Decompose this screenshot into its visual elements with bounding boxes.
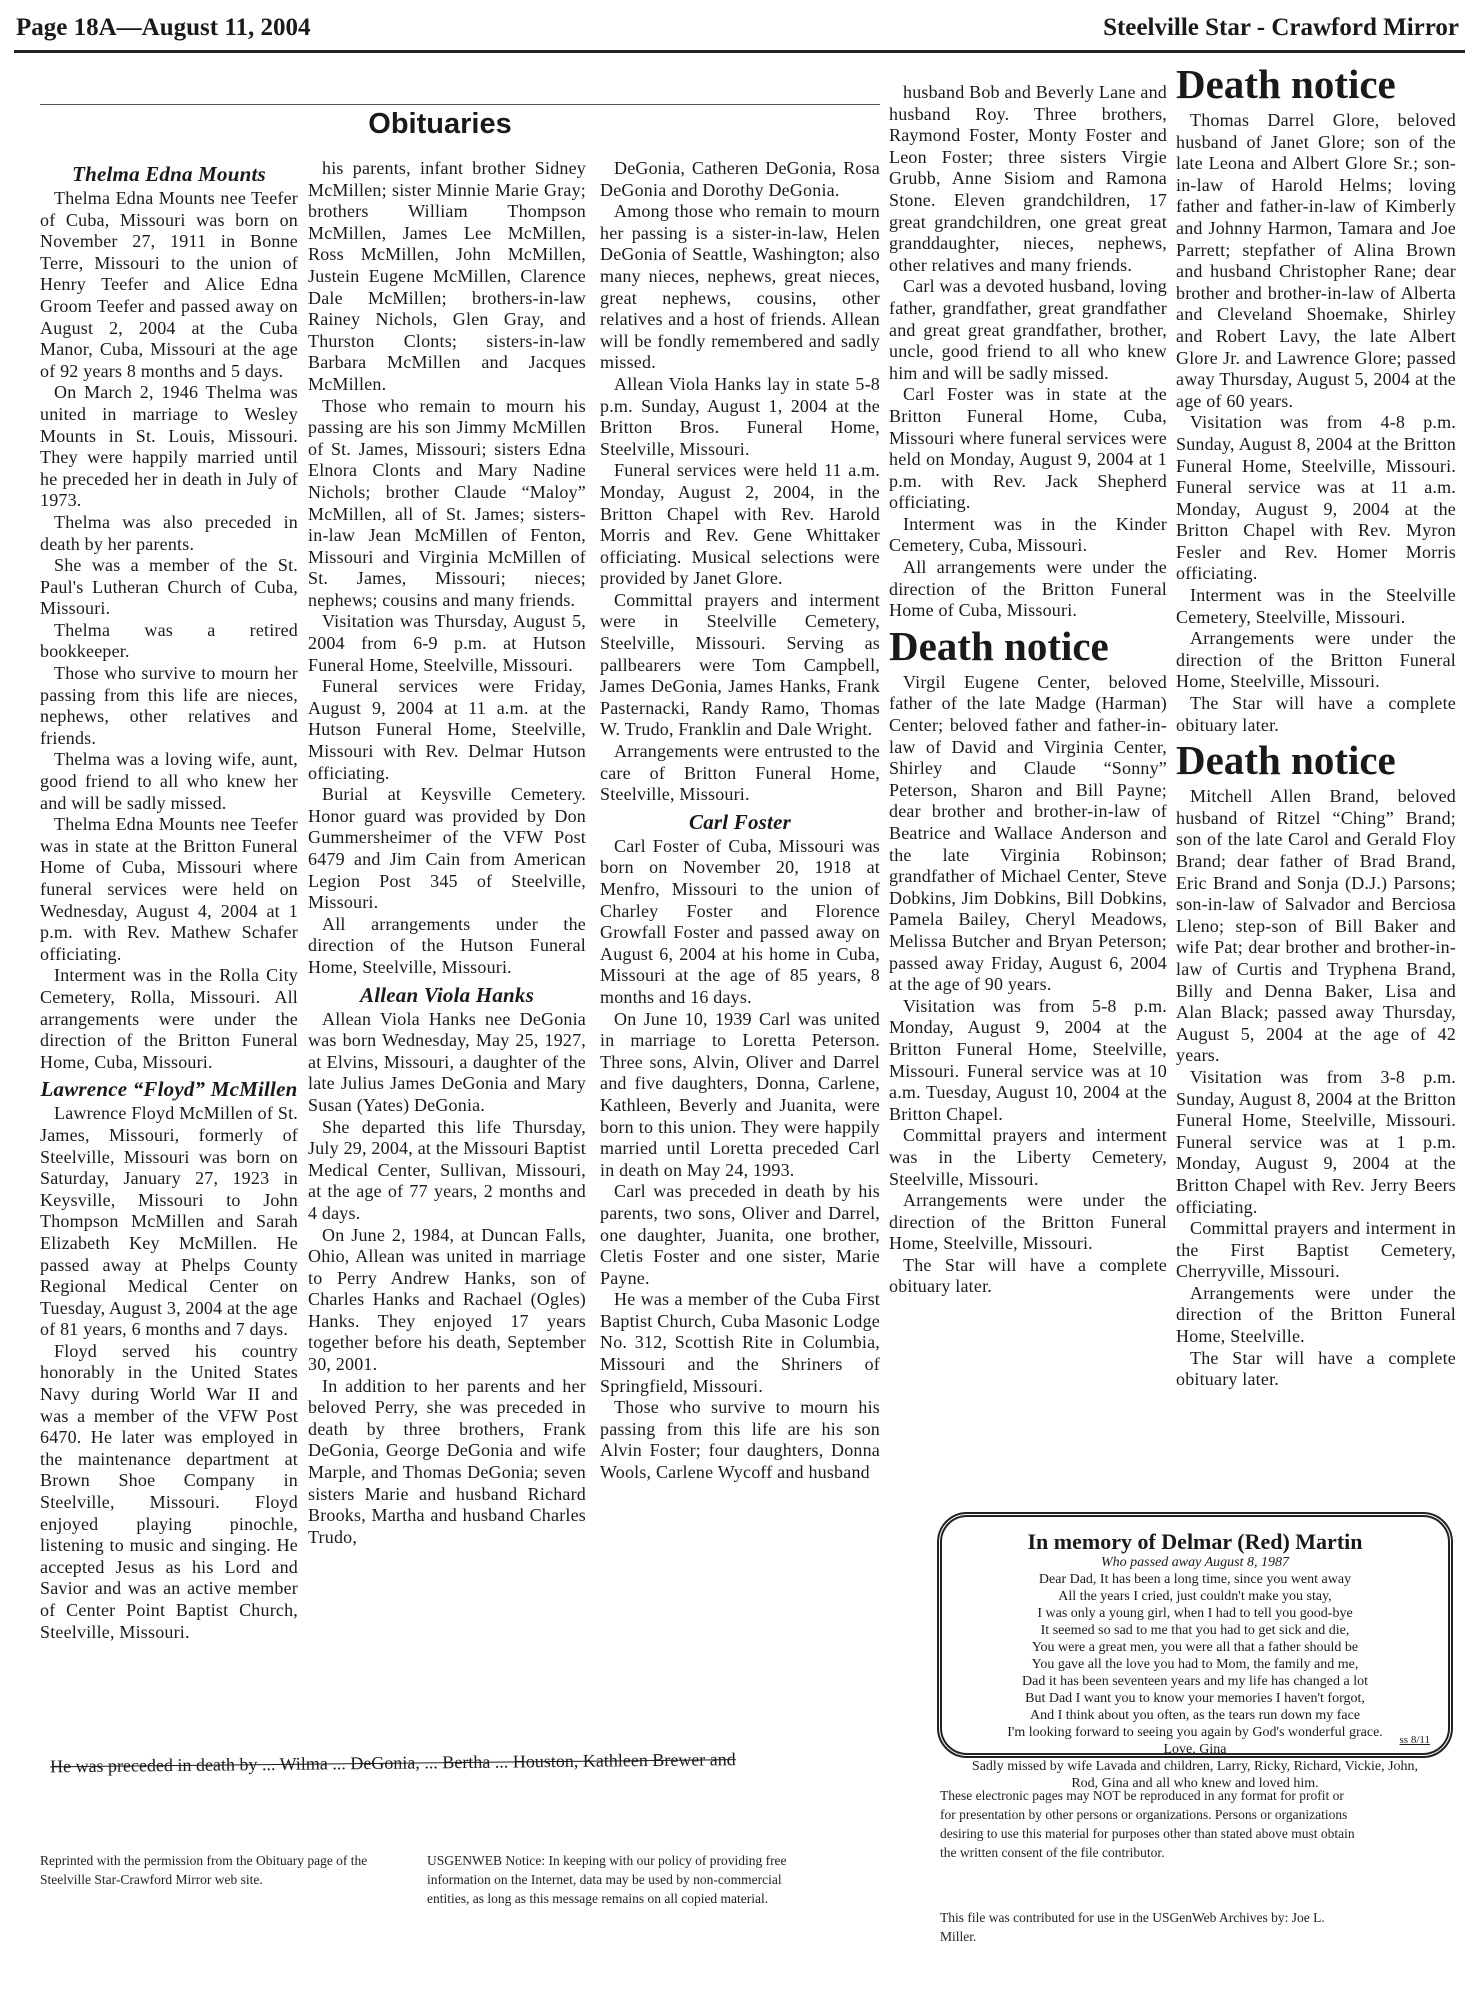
obituary-paragraph: She was a member of the St. Paul's Lutheran Church of Cuba, Missouri.: [40, 555, 298, 619]
memorial-line: It seemed so sad to me that you had to get sick and die,: [1040, 1623, 1350, 1638]
obituary-paragraph: Those who survive to mourn his passing from this life are his son Alvin Foster; four daughters, Donna Wools, Carlene Wycoff and husband: [600, 1397, 880, 1483]
death-notice-heading: Death notice: [889, 622, 1109, 669]
obituary-paragraph: Interment was in the Rolla City Cemetery, Rolla, Missouri. All arrangements were under the direction of the Britton Funeral Home, Cuba, Missouri.: [40, 965, 298, 1072]
obituary-paragraph: Those who remain to mourn his passing are his son Jimmy McMillen of St. James, Missouri; sisters Edna Elnora Clonts and Mary Nadine Nichols; brother Claude “Maloy” McMillen, all of St. James; sisters-in-law Jean McMillen of Fenton, Missouri and Virginia McMillen of St. James, Missouri; nieces; nephews; cousins and many friends.: [308, 395, 586, 610]
obituary-paragraph: He was a member of the Cuba First Baptist Church, Cuba Masonic Lodge No. 312, Scottish Rite in Columbia, Missouri and the Shriners of Springfield, Missouri.: [600, 1289, 880, 1396]
obituary-paragraph: Carl was a devoted husband, loving father, grandfather, great grandfather and great great grandfather, brother, uncle, good friend to all who knew him and will be sadly missed.: [889, 276, 1167, 383]
obituary-paragraph: Carl Foster of Cuba, Missouri was born on November 20, 1918 at Menfro, Missouri to the union of Charley Foster and Florence Growfall Foster and passed away on August 6, 2004 at his home in Cuba, Missouri at the age of 85 years, 8 months and 16 days.: [600, 835, 880, 1007]
obituary-paragraph: Visitation was from 4-8 p.m. Sunday, August 8, 2004 at the Britton Funeral Home, Steelville, Missouri. Funeral service was at 11 a.m. Monday, August 9, 2004 at the Britton Chapel with Rev. Myron Fesler and Rev. Homer Morris officiating.: [1176, 412, 1456, 584]
obituary-paragraph: Burial at Keysville Cemetery. Honor guard was provided by Don Gummersheimer of the VFW Post 6479 and Jim Cain from American Legion Post 345 of Steelville, Missouri.: [308, 784, 586, 913]
section-rule: [40, 104, 880, 105]
pasteup-strip: He was preceded in death by ... Wilma ... DeGonia, ... Bertha ... Houston, Kathleen Brewer and: [49, 1749, 736, 1777]
usgenweb-notice: USGENWEB Notice: In keeping with our policy of providing free information on the Internet, data may be used by non-commercial entities, as long as this message remains on all copied material.: [427, 1853, 787, 1906]
obituary-paragraph: husband Bob and Beverly Lane and husband Roy. Three brothers, Raymond Foster, Monty Foster and Leon Foster; three sisters Virgie Grubb, Anne Sisiom and Ramona Stone. Eleven grandchildren, 17 great grandchildren, one great great granddaughter, nieces, nephews, other relatives and many friends.: [889, 82, 1167, 275]
memorial-line: Dear Dad, It has been a long time, since you went away: [1038, 1572, 1352, 1587]
obituary-name-heading: Lawrence “Floyd” McMillen: [40, 1077, 298, 1102]
obituary-paragraph: Visitation was from 3-8 p.m. Sunday, August 8, 2004 at the Britton Funeral Home, Steelville, Missouri. Funeral service was at 1 p.m. Monday, August 9, 2004 at the Britton Chapel with Rev. Jerry Beers officiating.: [1176, 1066, 1456, 1217]
memorial-box: [937, 1512, 1453, 1791]
column-2: [308, 158, 586, 1548]
memorial-line: You gave all the love you had to Mom, the family and me,: [1031, 1657, 1359, 1672]
obituary-paragraph: Arrangements were under the direction of the Britton Funeral Home, Steelville.: [1176, 1282, 1456, 1347]
column-1: [40, 158, 298, 1643]
memorial-line: Dad it has been seventeen years and my life has changed a lot: [1022, 1674, 1368, 1689]
obituary-paragraph: Committal prayers and interment were in Steelville Cemetery, Steelville, Missouri. Serving as pallbearers were Tom Campbell, James DeGonia, James Hanks, Frank Pasternacki, Randy Ramo, Thomas W. Trudo, Franklin and Dale Wright.: [600, 589, 880, 740]
obituary-paragraph: On June 10, 1939 Carl was united in marriage to Loretta Peterson. Three sons, Alvin, Oliver and Darrel and five daughters, Donna, Carlene, Kathleen, Beverly and Juanita, were born to this union. They were happily married until Loretta preceded Carl in death on May 24, 1993.: [600, 1008, 880, 1180]
memorial-line: Rod, Gina and all who knew and loved him.: [1071, 1776, 1319, 1791]
obituary-paragraph: Thelma was a retired bookkeeper.: [40, 619, 298, 662]
obituary-paragraph: Arrangements were entrusted to the care of Britton Funeral Home, Steelville, Missouri.: [600, 741, 880, 805]
death-notice-heading: Death notice: [1176, 61, 1396, 107]
obituary-paragraph: Thelma was also preceded in death by her parents.: [40, 511, 298, 554]
page-date-header: Page 18A—August 11, 2004: [16, 14, 311, 41]
masthead: Steelville Star - Crawford Mirror: [1103, 14, 1459, 41]
obituary-paragraph: In addition to her parents and her beloved Perry, she was preceded in death by three brothers, Frank DeGonia, George DeGonia and wife Marple, and Thomas DeGonia; seven sisters Marie and husband Richard Brooks, Martha and husband Charles Trudo,: [308, 1375, 586, 1547]
memorial-line: You were a great men, you were all that a father should be: [1031, 1640, 1359, 1655]
obituary-paragraph: his parents, infant brother Sidney McMillen; sister Minnie Marie Gray; brothers William Thompson McMillen, James Lee McMillen, Ross McMillen, John McMillen, Justein Eugene McMillen, Clarence Dale McMillen; brothers-in-law Rainey Nichols, Glen Gray, and Thurston Clonts; sisters-in-law Barbara McMillen and Jacques McMillen.: [308, 158, 586, 394]
obituary-name-heading: Carl Foster: [689, 809, 791, 834]
obituary-name-heading: Thelma Edna Mounts: [72, 162, 266, 186]
obituary-paragraph: The Star will have a complete obituary later.: [1176, 1347, 1456, 1390]
obituary-paragraph: Carl Foster was in state at the Britton Funeral Home, Cuba, Missouri where funeral services were held on Monday, August 9, 2004 at 1 p.m. with Rev. Jack Shepherd officiating.: [889, 384, 1167, 513]
memorial-line: But Dad I want you to know your memories I haven't forgot,: [1025, 1691, 1365, 1706]
memorial-line: I'm looking forward to seeing you again by God's wonderful grace.: [1007, 1725, 1383, 1740]
obituary-paragraph: All arrangements under the direction of the Hutson Funeral Home, Steelville, Missouri.: [308, 913, 586, 977]
section-title: Obituaries: [368, 108, 512, 140]
memorial-line: I was only a young girl, when I had to tell you good-bye: [1037, 1606, 1353, 1621]
memorial-title: In memory of Delmar (Red) Martin: [1027, 1529, 1363, 1554]
obituary-paragraph: Interment was in the Steelville Cemetery, Steelville, Missouri.: [1176, 585, 1456, 627]
copyright-notice: These electronic pages may NOT be reproduced in any format for profit or for presentation by other persons or organizations. Persons or organizations desiring to use this material for purposes other than stated above must obtain the written consent of the file contributor.: [940, 1788, 1355, 1860]
column-4: [889, 82, 1167, 1298]
obituary-paragraph: Carl was preceded in death by his parents, two sons, Oliver and Darrel, one daughter, Juanita, one brother, Cletis Foster and one sister, Marie Payne.: [600, 1181, 880, 1288]
obituary-paragraph: DeGonia, Catheren DeGonia, Rosa DeGonia and Dorothy DeGonia.: [600, 158, 880, 200]
obituary-name-heading: Allean Viola Hanks: [360, 982, 534, 1007]
memorial-line: Sadly missed by wife Lavada and children, Larry, Ricky, Richard, Vickie, John,: [971, 1759, 1419, 1774]
column-5: [1176, 60, 1456, 1391]
contributor-note: This file was contributed for use in the USGenWeb Archives by: Joe L. Miller.: [940, 1910, 1325, 1944]
obituary-paragraph: Lawrence Floyd McMillen of St. James, Missouri, formerly of Steelville, Missouri was born on Saturday, January 27, 1923 in Keysville, Missouri to John Thompson McMillen and Sarah Elizabeth Key McMillen. He passed away at Phelps County Regional Medical Center on Tuesday, August 3, 2004 at the age of 81 years, 6 months and 7 days.: [40, 1103, 298, 1340]
column-3: [600, 158, 880, 1484]
obituary-paragraph: On March 2, 1946 Thelma was united in marriage to Wesley Mounts in St. Louis, Missouri. They were happily married until he preceded her in death in July of 1973.: [40, 382, 298, 511]
memorial-line: And I think about you often, as the tears run down my face: [1029, 1708, 1361, 1723]
obituary-paragraph: Mitchell Allen Brand, beloved husband of Ritzel “Ching” Brand; son of the late Carol and Gerald Floy Brand; dear father of Brad Brand, Eric Brand and Sonja (D.J.) Parsons; son-in-law of Salvador and Berciosa Lleno; step-son of Bill Baker and wife Pat; dear brother and brother-in-law of Curtis and Tryphena Brand, Billy and Denna Baker, Lisa and Alan Black; passed away Thursday, August 5, 2004 at the age of 42 years.: [1176, 786, 1456, 1066]
obituary-paragraph: All arrangements were under the direction of the Britton Funeral Home of Cuba, Missouri.: [889, 557, 1167, 621]
obituary-paragraph: Funeral services were held 11 a.m. Monday, August 2, 2004, in the Britton Chapel with Rev. Harold Morris and Rev. Gene Whittaker officiating. Musical selections were provided by Janet Glore.: [600, 460, 880, 589]
death-notice-heading: Death notice: [1176, 737, 1396, 784]
obituary-paragraph: Interment was in the Kinder Cemetery, Cuba, Missouri.: [889, 513, 1167, 556]
obituary-paragraph: Committal prayers and interment in the First Baptist Cemetery, Cherryville, Missouri.: [1176, 1218, 1456, 1282]
header-rule: [14, 50, 1465, 53]
obituary-paragraph: Visitation was Thursday, August 5, 2004 from 6-9 p.m. at Hutson Funeral Home, Steelville, Missouri.: [308, 611, 586, 675]
memorial-poem: [942, 1571, 1448, 1792]
obituary-paragraph: Virgil Eugene Center, beloved father of the late Madge (Harman) Center; beloved father and father-in-law of David and Virginia Center, Shirley and Claude “Sonny” Peterson, Sharon and Bill Payne; dear brother and brother-in-law of Beatrice and Wallace Anderson and the late Virginia Robinson; grandfather of Michael Center, Steve Dobkins, Jim Dobkins, Bill Dobkins, Pamela Bailey, Cheryl Meadows, Melissa Butcher and Bryan Peterson; passed away Friday, August 6, 2004 at the age of 90 years.: [889, 671, 1167, 995]
reprint-note: Reprinted with the permission from the Obituary page of the Steelville Star-Crawford Mirror web site.: [40, 1853, 368, 1887]
obituary-paragraph: Committal prayers and interment was in the Liberty Cemetery, Steelville, Missouri.: [889, 1125, 1167, 1189]
obituary-paragraph: Visitation was from 5-8 p.m. Monday, August 9, 2004 at the Britton Funeral Home, Steelville, Missouri. Funeral service was at 10 a.m. Tuesday, August 10, 2004 at the Britton Chapel.: [889, 995, 1167, 1124]
obituary-paragraph: The Star will have a complete obituary later.: [889, 1254, 1167, 1297]
obituary-paragraph: Allean Viola Hanks nee DeGonia was born Wednesday, May 25, 1927, at Elvins, Missouri, a daughter of the late Julius James DeGonia and Mary Susan (Yates) DeGonia.: [308, 1008, 586, 1115]
obituary-paragraph: Funeral services were Friday, August 9, 2004 at 11 a.m. at the Hutson Funeral Home, Steelville, Missouri with Rev. Delmar Hutson officiating.: [308, 676, 586, 783]
obituary-paragraph: Floyd served his country honorably in the United States Navy during World War II and was a member of the VFW Post 6470. He later was employed in the maintenance department at Brown Shoe Company in Steelville, Missouri. Floyd enjoyed playing pinochle, listening to music and singing. He accepted Jesus as his Lord and Savior and was an active member of Center Point Baptist Church, Steelville, Missouri.: [40, 1340, 298, 1642]
obituary-paragraph: Thelma Edna Mounts nee Teefer of Cuba, Missouri was born on November 27, 1911 in Bonne Terre, Missouri to the union of Henry Teefer and Alice Edna Groom Teefer and passed away on August 2, 2004 at the Cuba Manor, Cuba, Missouri at the age of 92 years 8 months and 5 days.: [40, 188, 298, 381]
obituary-paragraph: She departed this life Thursday, July 29, 2004, at the Missouri Baptist Medical Center, Sullivan, Missouri, at the age of 77 years, 2 months and 4 days.: [308, 1116, 586, 1223]
obituary-paragraph: Among those who remain to mourn her passing is a sister-in-law, Helen DeGonia of Seattle, Washington; also many nieces, nephews, great nieces, great nephews, cousins, other relatives and a host of friends. Allean will be fondly remembered and sadly missed.: [600, 201, 880, 373]
obituary-paragraph: On June 2, 1984, at Duncan Falls, Ohio, Allean was united in marriage to Perry Andrew Hanks, son of Charles Hanks and Rachael (Ogles) Hanks. They enjoyed 17 years together before his death, September 30, 2001.: [308, 1224, 586, 1375]
memorial-subtitle: Who passed away August 8, 1987: [1101, 1555, 1289, 1570]
obituary-paragraph: Allean Viola Hanks lay in state 5-8 p.m. Sunday, August 1, 2004 at the Britton Bros. Funeral Home, Steelville, Missouri.: [600, 373, 880, 459]
obituary-paragraph: Thelma was a loving wife, aunt, good friend to all who knew her and will be sadly missed.: [40, 749, 298, 813]
obituary-paragraph: Thelma Edna Mounts nee Teefer was in state at the Britton Funeral Home of Cuba, Missouri where funeral services were held on Wednesday, August 4, 2004 at 1 p.m. with Rev. Mathew Schafer officiating.: [40, 814, 298, 964]
memorial-line: All the years I cried, just couldn't make you stay,: [1058, 1589, 1332, 1604]
obituary-paragraph: Arrangements were under the direction of the Britton Funeral Home, Steelville, Missouri.: [889, 1190, 1167, 1254]
obituary-paragraph: Those who survive to mourn her passing from this life are nieces, nephews, other relatives and friends.: [40, 663, 298, 748]
memorial-code: ss 8/11: [1399, 1734, 1430, 1746]
obituary-paragraph: Arrangements were under the direction of the Britton Funeral Home, Steelville, Missouri.: [1176, 628, 1456, 692]
obituary-paragraph: The Star will have a complete obituary later.: [1176, 693, 1456, 735]
memorial-line: Love, Gina: [1163, 1742, 1227, 1757]
obituary-paragraph: Thomas Darrel Glore, beloved husband of Janet Glore; son of the late Leona and Albert Glore Sr.; son-in-law of Harold Helms; loving father and father-in-law of Kimberly and Johnny Harmon, Tamara and Joe Parrett; stepfather of Alina Brown and husband Christopher Rane; dear brother and brother-in-law of Alberta and Cleveland Shoemake, Shirley and Robert Lavy, the late Albert Glore Jr. and Lawrence Glore; passed away Thursday, August 5, 2004 at the age of 60 years.: [1176, 110, 1456, 411]
